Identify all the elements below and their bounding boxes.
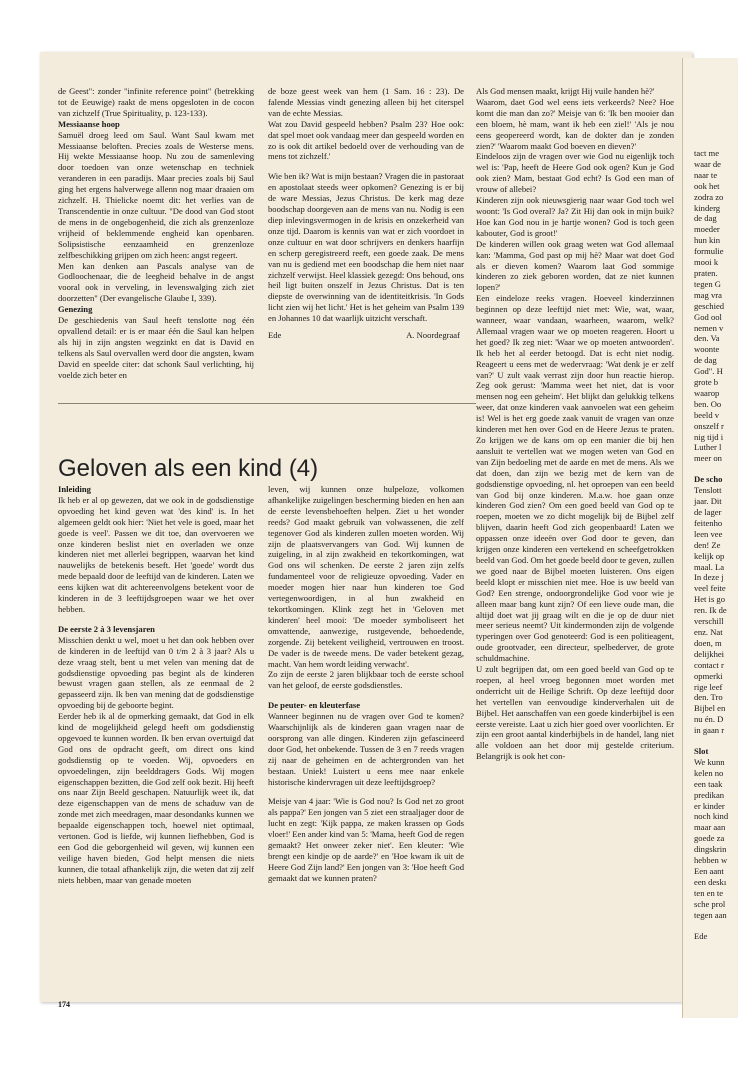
- paragraph: Meisje van 4 jaar: 'Wie is God nou? Is God net zo groot als pappa?' Een jongen van 5 ziet een straaljager door de lucht en zegt: 'Kijk pappa, ze maken krassen op Gods vloer!' Een ander kind van 5: 'Mama, heeft God de regen gemaakt? Het onweer zeker niet'. Een kleuter: 'Wie brengt een kindje op de aarde?' en 'Hoe kwam ik uit de Heere God Zijn land?' Een jongen van 3: 'Hoe heeft God gemaakt dat we kunnen praten?: [268, 796, 464, 883]
- adjacent-page-line: tegen G: [694, 278, 721, 289]
- adjacent-page-line: zodra zo: [694, 191, 724, 202]
- paragraph: Zo zijn de eerste 2 jaren blijkbaar toch de eerste school van het geloof, de eerste godsdienstles.: [268, 669, 464, 691]
- adjacent-page-line: doen, m: [694, 637, 722, 648]
- section-heading: Inleiding: [58, 484, 91, 494]
- paragraph: Eerder heb ik al de opmerking gemaakt, dat God in elk kind de mogelijkheid gelegd heeft om godsdienstig opgevoed te kunnen worden. Ik ben ervan overtuigd dat God ons de opdracht geeft, om direct ons kind godsdienstig op te voeden. Wij, opvoeders en opvoedelingen, zijn beelddragers Gods. Wij mogen eigenschappen bezitten, die God zelf ook bezit. Hij heeft ons naar Zijn Beeld geschapen. Natuurlijk weet ik, dat deze eigenschappen van de mens de schaduw van de zonde met zich meedragen, maar desondanks kunnen we bepaalde eigenschappen toch, hoewel niet optimaal, vertonen. God is liefde, wij kunnen liefhebben, God is een God die geborgenheid wil geven, wij kunnen een veilige haven bieden, God helpt mensen die niets kunnen, die totaal afhankelijk zijn, die weten dat zij zelf niets hebben, maar van genade moeten: [58, 711, 254, 885]
- adjacent-page-line: goede za: [694, 833, 725, 844]
- paragraph: Men kan denken aan Pascals analyse van de Godloochenaar, die de leegheid behalve in de angst vooral ook in verveling, in levenswalging zich ziet doorzetten" (Der evangelische Glaube I, 339).: [58, 260, 254, 304]
- adjacent-page-line: mooi k: [694, 257, 719, 268]
- section-heading: De eerste 2 à 3 levensjaren: [58, 623, 155, 634]
- adjacent-page-line: de lager: [694, 507, 722, 517]
- top-signature: [268, 330, 464, 341]
- paragraph-gap: [268, 162, 464, 171]
- page-number: 174: [58, 1000, 70, 1009]
- paragraph-gap: [268, 691, 464, 700]
- adjacent-page-line: praten.: [694, 267, 718, 278]
- adjacent-page-line: de dag: [694, 213, 717, 224]
- section-heading: Genezing: [58, 304, 93, 315]
- adjacent-page-line: Slot: [694, 746, 709, 757]
- paragraph: Als God mensen maakt, krijgt Hij vuile handen hè?': [476, 86, 655, 96]
- adjacent-page-line: Ede: [694, 930, 708, 941]
- article-column-1: [58, 484, 254, 886]
- adjacent-page-line: geschied: [694, 300, 725, 311]
- adjacent-page-line: ren. Ik de: [694, 605, 727, 616]
- adjacent-page-line: waarop: [694, 387, 720, 398]
- adjacent-page-line: nig tijd i: [694, 431, 724, 442]
- adjacent-page-line: verschill: [694, 616, 724, 627]
- adjacent-page-line: grote b: [694, 377, 719, 388]
- paragraph: de Geest": zonder "infinite reference point" (betrekking tot de Eeuwige) raakt de mens opgesloten in de cocon van zichzelf (True Spirituality, p. 123-133).: [58, 86, 254, 118]
- paragraph: Eindeloos zijn de vragen over wie God nu eigenlijk toch wel is: 'Pap, heeft de Heere God ook ogen? Kun je God ook zien? Mam, bestaat God echt? Is God een man of vrouw of allebei?: [476, 151, 674, 195]
- adjacent-page-line: waar de: [694, 158, 721, 169]
- adjacent-page-line: tegen aan: [694, 909, 727, 920]
- adjacent-page-line: maal. La: [694, 561, 725, 572]
- top-column-2-body: [268, 86, 464, 324]
- adjacent-page-line: Het is go: [694, 594, 726, 605]
- adjacent-page-line: naar te: [694, 169, 718, 180]
- adjacent-page-line: ten en te: [694, 887, 724, 898]
- adjacent-page-line: den! Ze: [694, 539, 721, 550]
- adjacent-page-line: delijkhei: [694, 648, 725, 659]
- adjacent-page-line: moeder: [694, 224, 720, 235]
- paragraph: Wat zou David gespeeld hebben? Psalm 23? Hoe ook: dat spel moet ook vandaag meer dan gespeeld worden en zo is ook dit artikel bedoeld over de verhouding van de mens tot zichzelf.': [268, 118, 464, 162]
- adjacent-page-line: een taak: [694, 778, 723, 789]
- signature-author: A. Noordegraaf: [406, 330, 460, 341]
- adjacent-page-line: beeld v: [694, 409, 720, 420]
- adjacent-page-line: sche prol: [694, 898, 726, 909]
- line-gap: [694, 464, 738, 474]
- adjacent-page-line: veel feite: [694, 583, 726, 594]
- paragraph: de boze geest week van hem (1 Sam. 16 : 23). De falende Messias vindt genezing alleen bij het citerspel van de echte Messias.: [268, 86, 464, 118]
- adjacent-page-text: [694, 148, 738, 941]
- adjacent-page-line: De scho: [694, 474, 723, 485]
- adjacent-page-line: kelen no: [694, 767, 724, 778]
- adjacent-page-line: In deze j: [694, 572, 724, 583]
- adjacent-page-line: woonte: [694, 344, 720, 355]
- paragraph-gap: [58, 615, 254, 624]
- adjacent-page-line: rige leef: [694, 681, 723, 692]
- top-column-2: [268, 86, 464, 341]
- adjacent-page-line: formulie: [694, 246, 724, 257]
- signature-place: Ede: [268, 330, 282, 341]
- article-column-3: [476, 86, 674, 762]
- section-heading: Messiaanse hoop: [58, 118, 120, 129]
- adjacent-page-line: Bijbel en: [694, 703, 726, 714]
- section-heading: De peuter- en kleuterfase: [268, 700, 361, 711]
- adjacent-page-line: den. Tro: [694, 692, 723, 703]
- adjacent-page-line: kinderg: [694, 202, 721, 213]
- adjacent-page-line: noch kind: [694, 811, 729, 822]
- adjacent-page-line: een deskı: [694, 876, 727, 887]
- paragraph: leven, wij kunnen onze hulpeloze, volkomen afhankelijke zuigelingen bescherming bieden en hen aan de eerste levensbehoeften helpen. Ziet u het wonder reeds? God maakt gebruik van volwassenen, die zelf tegenover God als kinderen zullen moeten worden. Wij zijn de plaatsvervangers van God. Wij kunnen de zuigeling, in al zijn zwakheid en tekortkomingen, wat God ons wil schenken. De eerste 2 jaren zijn zelfs fundamenteel voor de religieuze opvoeding. Vader en moeder mogen hier naar hun kinderen toe God vertegenwoordigen, in al hun zwakheid en tekortkomingen. Klink zegt het in 'Geloven met kinderen' heel mooi: 'De moeder symboliseert het omvattende, aanwezige, rustgevende, behoedende, zorgende. Zij betekent veiligheid, vertrouwen en troost. De vader is de tweede mens. De vader betekent gezag, macht. Van hem wordt leiding verwacht'.: [268, 484, 464, 669]
- adjacent-page-line: de dag: [694, 355, 717, 366]
- paragraph: Samuël droeg leed om Saul. Want Saul kwam met Messiaanse beloften. Precies zoals de Westerse mens. Hij wekte Messiaanse hoop. Nu zou de samenleving door toedoen van onze wetenschap en techniek veranderen in een paradijs. Maar precies zoals bij Saul ging het ergens halverwege allenn nog maar draaien om zichzelf. H. Thielicke noemt dit: het verlies van de Transcendentie in onze cultuur. "De dood van God stoot de mens in de ongebogenheid, die zich als grenzenloze vrijheid of beklemmende engheid kan openbaren. Solipsistische eenzaamheid en grenzenloze zelfbeschikking grijpen om zich heen: angst regeert.: [58, 129, 254, 260]
- adjacent-page-line: predikan: [694, 789, 725, 800]
- adjacent-page-line: God ool: [694, 311, 722, 322]
- adjacent-page-line: Tenslott: [694, 485, 722, 496]
- paragraph: Wie ben ik? Wat is mijn bestaan? Vragen die in pastoraat en apostolaat steeds weer opkomen? Genezing is er bij de ware Messias, Jezus Christus. De kerk mag deze boodschap doorgeven aan de mens van nu. Nodig is een diep inlevingsvermogen in de krisis en onzekerheid van onze tijd. Daarom is kennis van wat er zich voordoet in onze cultuur en wat door schrijvers en denkers haarfijn en scherp geregistreerd reeft, een goede zaak. De mens van nu is gediend met een boodschap die hem niet naar zichzelf verwijst. Heel klassiek gezegd: Ons behoud, ons heil ligt buiten onszelf in Jezus Christus. Dat is ten diepste de overwinning van de identiteitkrisis. 'In Gods licht zien wij het licht.' Het is het geheim van Psalm 139 en Johannes 10 dat waarlijk uitzicht verschaft.: [268, 171, 464, 324]
- adjacent-page-line: ben. Oo: [694, 398, 722, 409]
- paragraph: Ik heb er al op gewezen, dat we ook in de godsdienstige opvoeding het kind geven wat 'des kind' is. In het algemeen geldt ook hier: 'Niet het vele is goed, maar het goede is veel'. Passen we dit toe, dan overvoeren we onze kinderen beslist niet en overladen we onze kinderen niet met allerlei begrippen, waarvan het kind nauwelijks de betekenis beseft. Het 'goede' wordt dus mede bepaald door de leeftijd van de kinderen. Laten we eens kijken wat dit achtereenvolgens betekent voor de kinderen in de 3 leeftijdsgroepen waar we het over hebben.: [58, 494, 254, 614]
- top-column-1: [58, 86, 254, 380]
- paragraph: Waarom, daet God wel eens iets verkeerds? Nee? Hoe komt die man dan zo?' Meisje van 6: 'Ik ben mooier dan een bloem, hè mam, want ik heb een ziel!' 'Als je nou eens geopereerd wordt, kan de dokter dan je zonden zien?' 'Waarom maakt God boeven en dieven?': [476, 96, 674, 151]
- adjacent-page-line: hun kin: [694, 235, 721, 246]
- adjacent-page-line: dingskrin: [694, 844, 727, 855]
- paragraph: Kinderen zijn ook nieuwsgierig naar waar God toch wel woont: 'Is God overal? Ja? Zit Hij dan ook in mijn buik? Hoe kan God nou in je hartje wonen? God is toch geen kabouter, God is groot!': [476, 195, 674, 238]
- section-divider: [58, 403, 476, 404]
- adjacent-page-line: kelijk op: [694, 550, 725, 561]
- paragraph: De kinderen willen ook graag weten wat God allemaal kan: 'Mamma, God past op mij hè? Maar wat doet God als er dieven komen? Waarom laat God sommige kinderen zo ziek geboren worden, dat ze niet kunnen lopen?': [476, 238, 674, 293]
- line-gap: [694, 736, 738, 746]
- adjacent-page-line: nu én. D: [694, 714, 724, 725]
- paragraph: Een eindeloze reeks vragen. Hoeveel kinderzinnen beginnen op deze leeftijd niet met: Wie, wat, waar, wanneer, waar vandaan, waarheen, waarom, welk? Allemaal vragen waar we op moeten reageren. Hoort u het goed? Ik zeg niet: 'Waar we op moeten antwoorden'. Ik heb het al eerder betoogd. Dat is echt niet nodig. Reageert u eens met de wedervraag: 'Wat denk je er zelf van?' U zult vaak verrast zijn door hun reactie hierop. Zeg ook gerust: 'Mamma weet het niet, dat is voor mensen nog een geheim'. Het blijkt dan gelukkig telkens weer, dat onze kinderen vaak aanvoelen wat een geheim is! Wel is het erg goede zaak vanuit de vragen van onze kinderen met hen over God en de Heere Jezus te praten. Zo krijgen we de kans om op een manier die bij hen aansluit te vertellen wat we mogen weten van God en van Zijn bedoeling met de aarde en met de mens. Als we dat doen, dan zijn we bezig met de kern van de godsdienstige opvoeding, nl. het oproepen van een beeld van God bij onze kinderen. M.a.w. hoe gaan onze kinderen God zien? Om een goed beeld van God op te roepen, moeten we zo dicht mogelijk bij de Bijbel zelf blijven, daarin heeft God zich geopenbaard! Laten we oppassen onze ideeën over God door te geven, dan krijgen onze kinderen een vertekend en scheefgetrokken beeld van God. Om het goede beeld door te geven, zullen we goed naar de Bijbel moeten luisteren. Ons eigen beeld klopt er misschien niet mee. Hoe is uw beeld van God? Een strenge, ondoorgrondelijke God voor wie je alleen maar bang kunt zijn? Of een lieve oude man, die altijd doet wat jij graag wilt en die je op de duur niet meer serieus neemt? Uit kindermonden zijn de volgende typeringen over God genoteerd: God is een politieagent, oude grootvader, een directeur, spelbederver, de grote schuldmachine.: [476, 293, 674, 664]
- paragraph: Wanneer beginnen nu de vragen over God te komen? Waarschijnlijk als de kinderen gaan vragen naar de oorsprong van alle dingen. Kinderen zijn gefascineerd door God, het onbekende. Tussen de 3 en 7 reeds vragen zij naar de geheimen en de achtergronden van het bestaan. Uniek! Luistert u eens mee naar enkele historische kindervragen uit deze leeftijdsgroep?: [268, 711, 464, 787]
- line-gap: [694, 921, 738, 931]
- adjacent-page-line: maar aan: [694, 822, 726, 833]
- adjacent-page-line: Luther l: [694, 442, 722, 453]
- adjacent-page-line: mag vra: [694, 289, 722, 300]
- paragraph: U zult begrijpen dat, om een goed beeld van God op te roepen, al heel vroeg begonnen moet worden met onderricht uit de Heilige Schrift. Op deze leeftijd door het vertellen van eenvoudige kinderverhalen uit de Bijbel. Het aanschaffen van een goede kinderbijbel is een eerste vereiste. Laat u zich hier goed over voorlichten. Er zijn een groot aantal kinderbijbels in de handel, lang niet alle voldoen aan het door mij gestelde criterium. Belangrijk is ook het con-: [476, 664, 674, 762]
- adjacent-page-line: in gaan r: [694, 725, 725, 736]
- adjacent-page-line: opmerki: [694, 670, 723, 681]
- adjacent-page-line: hebben w: [694, 855, 728, 866]
- adjacent-page-line: Een aant: [694, 866, 724, 876]
- adjacent-page-line: er kinder: [694, 800, 725, 811]
- paragraph-gap: [268, 787, 464, 796]
- adjacent-page-line: enz. Nat: [694, 626, 723, 637]
- adjacent-page-line: nemen v: [694, 322, 724, 333]
- adjacent-page-line: den. Va: [694, 333, 720, 344]
- adjacent-page-line: tact me: [694, 148, 720, 158]
- adjacent-page-line: We kunn: [694, 756, 725, 767]
- paragraph: De geschiedenis van Saul heeft tenslotte nog één opvallend detail: er is er maar één die Saul kan helpen als hij in zijn angsten wegzinkt en dat is David en telkens als Saul overvallen werd door die angsten, kwam David en speelde citer: dat schonk Saul verlichting, hij voelde zich beter en: [58, 315, 254, 380]
- adjacent-page-line: contact r: [694, 659, 724, 670]
- adjacent-page-line: feitenho: [694, 517, 723, 528]
- adjacent-page-line: leen vee: [694, 528, 723, 539]
- adjacent-page-line: meer on: [694, 453, 722, 464]
- article-column-2: [268, 484, 464, 884]
- adjacent-page-line: God". H: [694, 366, 723, 377]
- adjacent-page: [682, 58, 738, 1018]
- adjacent-page-line: onszelf r: [694, 420, 724, 431]
- adjacent-page-line: jaar. Dit: [694, 496, 722, 507]
- adjacent-page-line: ook het: [694, 180, 720, 191]
- article-title: Geloven als een kind (4): [58, 455, 319, 482]
- paragraph: Misschien denkt u wel, moet u het dan ook hebben over de kinderen in de leeftijd van 0 t/m 2 à 3 jaar? Als u deze vraag stelt, bent u met velen van mening dat de godsdienstige opvoeding pas begint als de kinderen bewust vragen gaan stellen, als ze eenmaal de 2 gepasseerd zijn. Ik ben van mening dat de godsdienstige opvoeding bij de geboorte begint.: [58, 634, 254, 711]
